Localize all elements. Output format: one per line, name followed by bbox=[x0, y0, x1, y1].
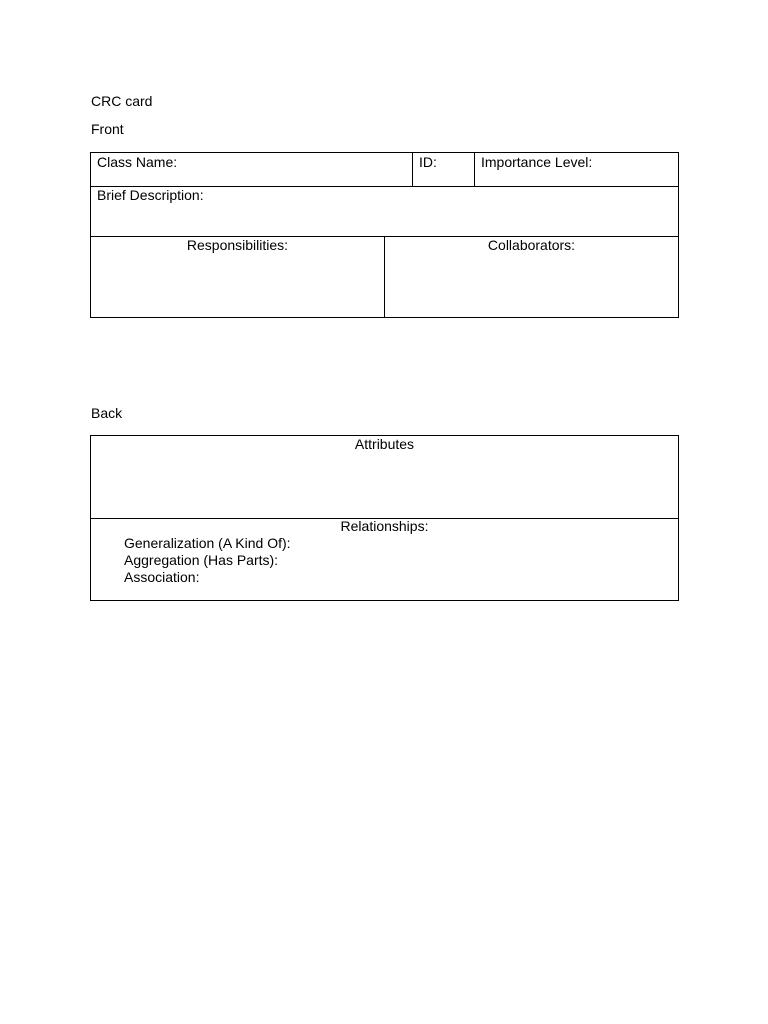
id-label: ID: bbox=[419, 154, 437, 170]
crc-back-card bbox=[90, 435, 679, 601]
divider bbox=[474, 153, 475, 186]
back-label: Back bbox=[91, 405, 123, 421]
responsibilities-label: Responsibilities: bbox=[186, 237, 289, 253]
crc-front-card bbox=[90, 152, 679, 318]
brief-description-label: Brief Description: bbox=[97, 187, 204, 203]
generalization-label: Generalization (A Kind Of): bbox=[124, 535, 291, 551]
attributes-label: Attributes bbox=[354, 436, 415, 452]
relationships-label: Relationships: bbox=[340, 518, 429, 534]
collaborators-label: Collaborators: bbox=[487, 237, 576, 253]
divider bbox=[412, 153, 413, 186]
importance-level-label: Importance Level: bbox=[481, 154, 593, 170]
aggregation-label: Aggregation (Has Parts): bbox=[124, 552, 279, 568]
front-label: Front bbox=[91, 121, 124, 137]
class-name-label: Class Name: bbox=[97, 154, 178, 170]
association-label: Association: bbox=[124, 569, 200, 585]
page-title: CRC card bbox=[91, 93, 153, 109]
